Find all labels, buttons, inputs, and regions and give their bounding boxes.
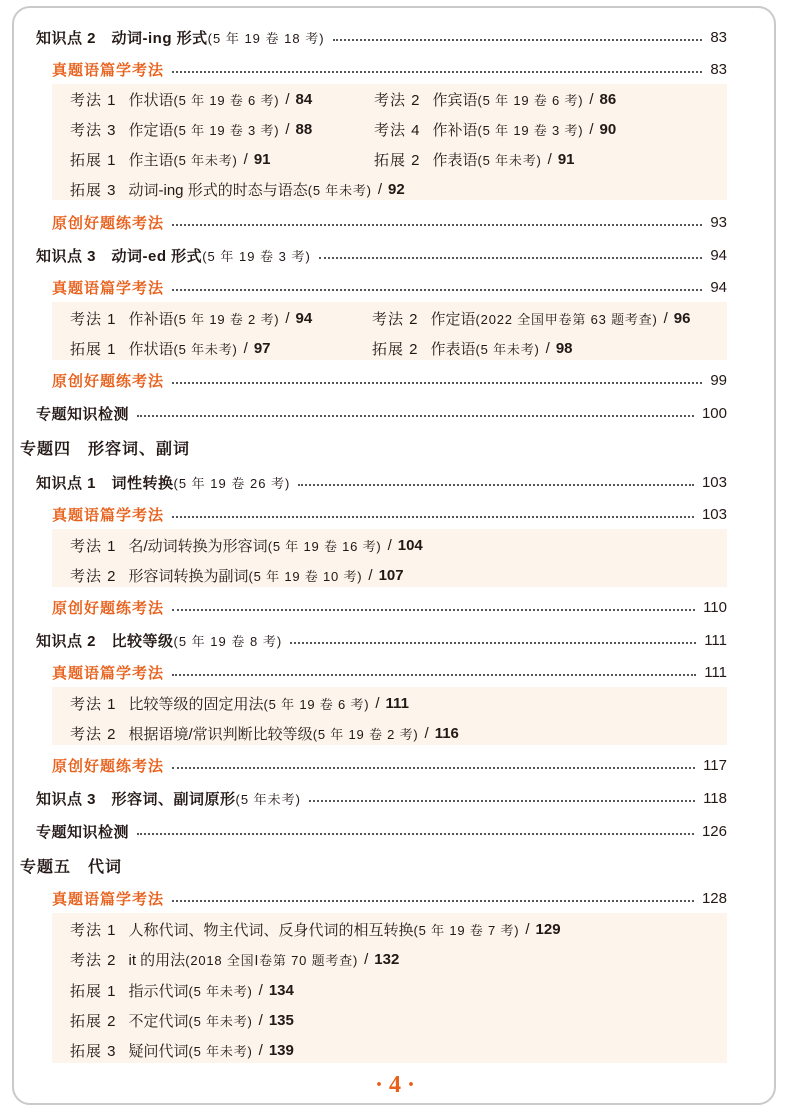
toc-method-item[interactable] (374, 86, 616, 112)
slash: / (545, 339, 550, 357)
toc-page: 117 (703, 756, 727, 774)
toc-page: 83 (710, 60, 727, 78)
item-title: it 的用法 (128, 951, 186, 969)
item-key: 考法 1 (70, 310, 117, 328)
toc-page: 128 (701, 889, 727, 907)
slash: / (364, 950, 369, 968)
item-title: 作状语 (128, 91, 174, 109)
item-key: 拓展 2 (374, 151, 421, 169)
item-sub: (5 年 19 卷 16 考) (267, 538, 382, 554)
item-key: 拓展 1 (70, 151, 117, 169)
toc-page: 94 (710, 246, 727, 264)
toc-page: 118 (703, 789, 727, 807)
toc-page: 103 (701, 473, 727, 491)
toc-method-item[interactable] (70, 86, 312, 112)
slash: / (368, 566, 373, 584)
page-number: · 4 · (374, 1072, 415, 1098)
toc-knowledge-point-1[interactable] (36, 469, 727, 495)
toc-label: 真题语篇学考法 (52, 890, 165, 908)
item-sub: (5 年未考) (188, 1043, 253, 1059)
item-page: 107 (378, 566, 404, 584)
toc-page: 94 (710, 278, 727, 296)
toc-sub: (5 年 19 卷 8 考) (173, 633, 283, 649)
item-key: 考法 1 (70, 921, 117, 939)
toc-page: 103 (701, 505, 727, 523)
toc-extension-item[interactable] (372, 335, 573, 361)
toc-page: 93 (710, 213, 727, 231)
toc-label: 专题四 形容词、副词 (20, 440, 191, 458)
toc-real-exam-section[interactable] (52, 659, 727, 685)
toc-original-practice[interactable] (52, 594, 727, 620)
toc-label: 真题语篇学考法 (52, 61, 165, 79)
toc-extension-item[interactable] (70, 335, 271, 361)
toc-sub: (5 年 19 卷 3 考) (202, 248, 311, 264)
leader-dots (172, 674, 696, 676)
toc-topic-5[interactable] (20, 852, 727, 878)
slash: / (258, 981, 263, 999)
item-page: 139 (268, 1041, 294, 1059)
item-page: 91 (557, 150, 575, 168)
item-page: 129 (535, 920, 561, 938)
toc-real-exam-section[interactable] (52, 274, 727, 300)
item-title: 比较等级的固定用法 (128, 695, 264, 713)
item-sub: (2018 全国Ⅰ卷第 70 题考查) (185, 952, 359, 968)
item-sub: (5 年 19 卷 3 考) (477, 122, 584, 138)
item-title: 作定语 (128, 121, 174, 139)
toc-sub: (5 年未考) (235, 791, 302, 807)
leader-dots (290, 642, 696, 644)
toc-label: 专题知识检测 (36, 405, 130, 423)
leader-dots (333, 39, 703, 41)
leader-dots (137, 833, 694, 835)
leader-dots (172, 224, 702, 226)
slash: / (258, 1011, 263, 1029)
item-page: 91 (253, 150, 271, 168)
item-title: 人称代词、物主代词、反身代词的相互转换 (128, 921, 414, 939)
item-sub: (5 年未考) (307, 182, 372, 198)
toc-label: 原创好题练考法 (52, 214, 165, 232)
item-key: 考法 2 (70, 951, 117, 969)
item-title: 作主语 (128, 151, 174, 169)
item-title: 作补语 (432, 121, 478, 139)
toc-page: 83 (710, 28, 727, 46)
toc-real-exam-section[interactable] (52, 885, 727, 911)
item-title: 不定代词 (128, 1012, 189, 1030)
toc-label: 真题语篇学考法 (52, 506, 165, 524)
toc-topic-test[interactable] (36, 400, 727, 426)
item-key: 拓展 2 (70, 1012, 117, 1030)
leader-dots (172, 289, 702, 291)
item-key: 拓展 1 (70, 340, 117, 358)
toc-extension-item[interactable] (70, 977, 294, 1003)
toc-topic-test[interactable] (36, 818, 727, 844)
toc-label: 真题语篇学考法 (52, 279, 165, 297)
item-key: 考法 2 (70, 567, 117, 585)
toc-knowledge-point-3[interactable] (36, 242, 727, 268)
item-sub: (5 年未考) (173, 152, 238, 168)
slash: / (258, 1041, 263, 1059)
toc-label: 真题语篇学考法 (52, 664, 165, 682)
item-sub: (5 年 19 卷 7 考) (413, 922, 520, 938)
item-key: 考法 2 (374, 91, 421, 109)
slash: / (424, 724, 429, 742)
toc-label: 原创好题练考法 (52, 372, 165, 390)
toc-sub: (5 年 19 卷 18 考) (207, 30, 325, 46)
item-page: 132 (374, 950, 400, 968)
leader-dots (172, 516, 694, 518)
item-title: 形容词转换为副词 (128, 567, 249, 585)
toc-label: 知识点 3 形容词、副词原形 (36, 790, 236, 808)
item-sub: (5 年 19 卷 3 考) (173, 122, 280, 138)
toc-method-item[interactable] (70, 116, 312, 142)
toc-real-exam-section[interactable] (52, 56, 727, 82)
toc-page: 111 (704, 631, 727, 649)
toc-method-item[interactable] (372, 305, 690, 331)
item-key: 考法 1 (70, 537, 117, 555)
item-title: 动词-ing 形式的时态与语态 (128, 181, 308, 199)
toc-extension-item[interactable] (70, 146, 271, 172)
toc-method-item[interactable] (70, 946, 399, 972)
item-page: 88 (295, 120, 313, 138)
item-page: 135 (268, 1011, 294, 1029)
toc-label: 知识点 2 比较等级 (36, 632, 174, 650)
item-key: 拓展 3 (70, 181, 117, 199)
toc-knowledge-point-3b[interactable] (36, 785, 727, 811)
toc-extension-item[interactable] (70, 1007, 294, 1033)
toc-page: 99 (710, 371, 727, 389)
toc-extension-item[interactable] (374, 146, 575, 172)
item-page: 97 (253, 339, 271, 357)
toc-label: 知识点 2 动词-ing 形式 (36, 29, 208, 47)
toc-knowledge-point-2[interactable] (36, 24, 727, 50)
leader-dots (298, 484, 694, 486)
slash: / (285, 90, 290, 108)
item-key: 考法 2 (70, 725, 117, 743)
item-sub: (5 年未考) (188, 983, 253, 999)
item-title: 作定语 (430, 310, 476, 328)
slash: / (589, 90, 594, 108)
toc-extension-item[interactable] (70, 176, 405, 202)
toc-method-item[interactable] (70, 305, 312, 331)
toc-label: 知识点 3 动词-ed 形式 (36, 247, 203, 265)
leader-dots (172, 767, 695, 769)
leader-dots (319, 257, 702, 259)
toc-original-practice[interactable] (52, 752, 727, 778)
item-sub: (5 年 19 卷 6 考) (477, 92, 584, 108)
item-page: 84 (295, 90, 313, 108)
toc-sub: (5 年 19 卷 26 考) (173, 475, 291, 491)
toc-label: 原创好题练考法 (52, 599, 165, 617)
toc-method-item[interactable] (70, 720, 459, 746)
item-page: 104 (397, 536, 423, 554)
toc-label: 专题五 代词 (20, 858, 123, 876)
item-title: 根据语境/常识判断比较等级 (128, 725, 313, 743)
toc-method-item[interactable] (70, 532, 423, 558)
item-page: 134 (268, 981, 294, 999)
item-sub: (5 年未考) (188, 1013, 253, 1029)
item-page: 86 (599, 90, 617, 108)
item-sub: (5 年未考) (475, 341, 540, 357)
slash: / (547, 150, 552, 168)
slash: / (285, 120, 290, 138)
item-sub: (5 年 19 卷 6 考) (173, 92, 280, 108)
toc-page: 111 (704, 663, 727, 681)
item-page: 116 (434, 724, 459, 742)
item-title: 疑问代词 (128, 1042, 189, 1060)
item-key: 考法 1 (70, 91, 117, 109)
item-title: 名/动词转换为形容词 (128, 537, 268, 555)
toc-method-item[interactable] (70, 690, 409, 716)
item-title: 作表语 (430, 340, 476, 358)
slash: / (377, 180, 382, 198)
slash: / (663, 309, 668, 327)
toc-method-item[interactable] (374, 116, 616, 142)
leader-dots (172, 900, 694, 902)
slash: / (285, 309, 290, 327)
leader-dots (137, 415, 694, 417)
toc-label: 原创好题练考法 (52, 757, 165, 775)
slash: / (589, 120, 594, 138)
item-sub: (2022 全国甲卷第 63 题考查) (475, 311, 658, 327)
slash: / (243, 150, 248, 168)
toc-label: 专题知识检测 (36, 823, 130, 841)
item-title: 作宾语 (432, 91, 478, 109)
item-key: 考法 2 (372, 310, 419, 328)
toc-method-item[interactable] (70, 562, 404, 588)
item-page: 90 (599, 120, 617, 138)
leader-dots (309, 800, 695, 802)
toc-real-exam-section[interactable] (52, 501, 727, 527)
item-title: 作表语 (432, 151, 478, 169)
item-sub: (5 年未考) (477, 152, 542, 168)
toc-original-practice[interactable] (52, 367, 727, 393)
item-key: 考法 3 (70, 121, 117, 139)
item-sub: (5 年未考) (173, 341, 238, 357)
slash: / (525, 920, 530, 938)
item-sub: (5 年 19 卷 6 考) (263, 696, 370, 712)
item-sub: (5 年 19 卷 2 考) (173, 311, 280, 327)
item-title: 指示代词 (128, 982, 189, 1000)
item-sub: (5 年 19 卷 2 考) (312, 726, 419, 742)
item-page: 92 (387, 180, 405, 198)
toc-page: 110 (703, 598, 727, 616)
item-page: 96 (673, 309, 691, 327)
leader-dots (172, 609, 695, 611)
toc-topic-4[interactable] (20, 434, 727, 460)
leader-dots (172, 382, 702, 384)
toc-page: 126 (701, 822, 727, 840)
item-key: 拓展 1 (70, 982, 117, 1000)
item-title: 作状语 (128, 340, 174, 358)
toc-page: 100 (701, 404, 727, 422)
item-sub: (5 年 19 卷 10 考) (248, 568, 363, 584)
toc-extension-item[interactable] (70, 1037, 294, 1063)
item-key: 拓展 2 (372, 340, 419, 358)
leader-dots (172, 71, 702, 73)
item-page: 94 (295, 309, 313, 327)
item-key: 考法 4 (374, 121, 421, 139)
toc-knowledge-point-2b[interactable] (36, 627, 727, 653)
item-title: 作补语 (128, 310, 174, 328)
item-page: 111 (385, 694, 409, 712)
slash: / (243, 339, 248, 357)
slash: / (375, 694, 380, 712)
slash: / (387, 536, 392, 554)
toc-label: 知识点 1 词性转换 (36, 474, 174, 492)
item-key: 拓展 3 (70, 1042, 117, 1060)
item-key: 考法 1 (70, 695, 117, 713)
toc-method-item[interactable] (70, 916, 561, 942)
toc-original-practice[interactable] (52, 209, 727, 235)
item-page: 98 (555, 339, 573, 357)
